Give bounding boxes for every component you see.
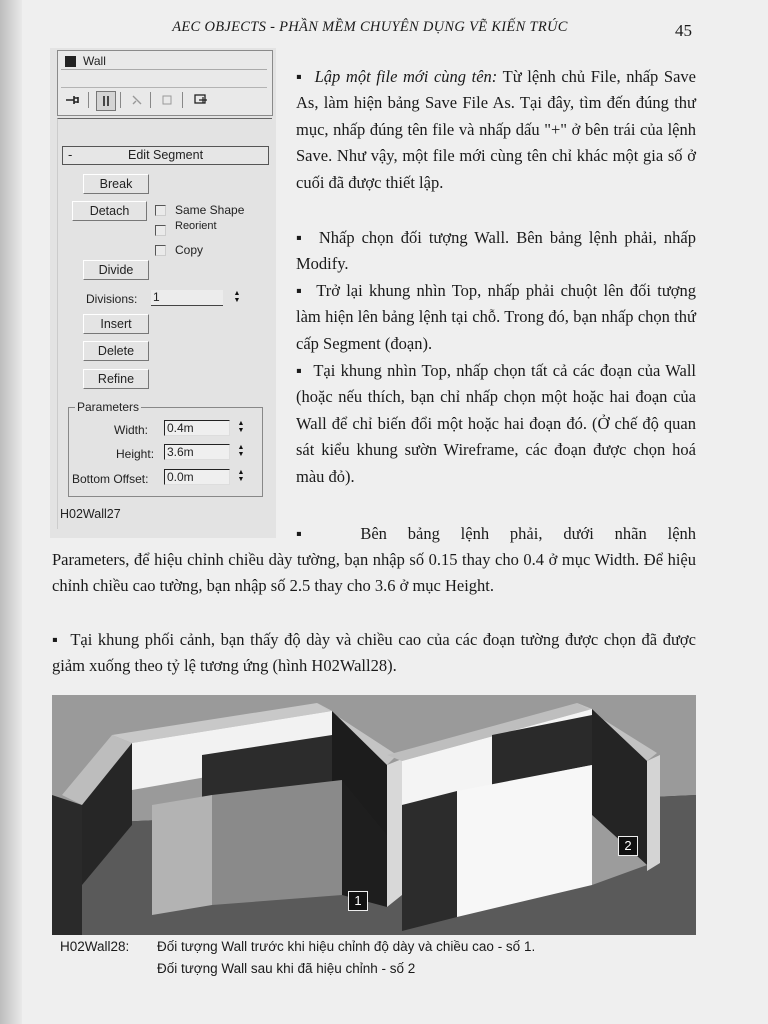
toolbar-separator: [150, 92, 151, 108]
pin-stack-icon[interactable]: [64, 91, 82, 109]
same-shape-label: Same Shape: [175, 203, 245, 217]
copy-label: Copy: [175, 243, 204, 257]
paragraph-save-as: ▪ Lập một file mới cùng tên: Từ lệnh chủ File, nhấp Save As, làm hiện bảng Save File As. Tại đây, tìm đến đúng thư mục, nhấp đúng tên file và nhấp dấu "+" ở bên trái của lệnh Save. Như vậy, một file mới cùng tên chỉ khác một gia số ở cuối đã được thiết lập.: [296, 67, 696, 192]
modifier-stack-toolbar: [62, 89, 270, 111]
paragraph-select-wall: ▪ Nhấp chọn đối tượng Wall. Bên bảng lệnh phải, nhấp Modify.: [296, 228, 696, 274]
make-unique-icon[interactable]: [128, 91, 146, 109]
height-input[interactable]: 3.6m: [164, 444, 230, 460]
height-label: Height:: [116, 447, 155, 461]
paragraph-lead: Lập một file mới cùng tên:: [314, 67, 498, 86]
parameters-group-label: Parameters: [77, 400, 140, 414]
rollout-title-bar[interactable]: [62, 146, 269, 165]
modifier-list-field[interactable]: [61, 73, 267, 88]
break-button[interactable]: Break: [83, 174, 149, 194]
paragraph-perspective: ▪ Tại khung phối cảnh, bạn thấy độ dày và chiều cao của các đoạn tường được chọn đã được giảm xuống theo tỷ lệ tương ứng (hình H02Wall28).: [52, 630, 696, 676]
refine-button[interactable]: Refine: [83, 369, 149, 389]
page-number: 45: [675, 21, 692, 40]
wall-render-figure: [52, 695, 696, 935]
figure-caption-key: H02Wall28:: [60, 939, 130, 954]
rollout-title: Edit Segment: [128, 148, 204, 162]
show-end-result-icon[interactable]: [96, 91, 116, 111]
paragraph-parameters-start: ▪ Bên bảng lệnh phải, dưới nhãn lệnh: [296, 524, 697, 543]
divisions-spinner[interactable]: ▲ ▼: [233, 290, 241, 304]
divisions-input[interactable]: 1: [151, 290, 223, 306]
wall-render-image: [52, 695, 696, 935]
divisions-label: Divisions:: [86, 292, 138, 306]
toolbar-separator: [182, 92, 183, 108]
same-shape-checkbox[interactable]: [155, 205, 166, 216]
reorient-label: Reorient: [175, 220, 217, 232]
remove-modifier-icon[interactable]: [158, 91, 176, 109]
width-label: Width:: [114, 423, 149, 437]
collapse-icon[interactable]: -: [68, 147, 73, 162]
page-gutter-shadow: [0, 0, 22, 1024]
object-color-swatch[interactable]: [65, 56, 76, 67]
reorient-checkbox[interactable]: [155, 225, 166, 236]
insert-button[interactable]: Insert: [83, 314, 149, 334]
wall-label-2: 2: [618, 836, 638, 856]
object-name-field[interactable]: [61, 53, 267, 70]
toolbar-separator: [120, 92, 121, 108]
paragraph-top-view: ▪ Trở lại khung nhìn Top, nhấp phải chuột lên đối tượng làm hiện lên bảng lệnh tại chỗ. Trong đó, bạn nhấp chọn thứ cấp Segment (đoạn).: [296, 281, 696, 353]
copy-checkbox[interactable]: [155, 245, 166, 256]
wall-label-1: 1: [348, 891, 368, 911]
configure-sets-icon[interactable]: [192, 91, 210, 109]
bottom-offset-label: Bottom Offset:: [72, 472, 149, 486]
detach-button[interactable]: Detach: [72, 201, 147, 221]
paragraph-select-segments: ▪ Tại khung nhìn Top, nhấp chọn tất cả các đoạn của Wall (hoặc nếu thích, bạn chỉ nhấp chọn một hoặc hai đoạn của Wall để chỉ biến đổi một hoặc hai đoạn đó. (Ở chế độ quan sát kiểu khung sườn Wireframe, các đoạn được chọn hoá màu đỏ).: [296, 361, 697, 486]
running-header: AEC OBJECTS - PHẦN MỀM CHUYÊN DỤNG VẼ KIẾN TRÚC: [172, 19, 568, 35]
bottom-offset-spinner[interactable]: ▲ ▼: [237, 469, 245, 483]
bottom-offset-input[interactable]: 0.0m: [164, 469, 230, 485]
figure-caption-line-2: Đối tượng Wall sau khi đã hiệu chỉnh - số 2: [157, 961, 416, 976]
divide-button[interactable]: Divide: [83, 260, 149, 280]
modify-panel-screenshot: [50, 48, 276, 538]
width-spinner[interactable]: ▲ ▼: [237, 420, 245, 434]
panel-figure-caption: H02Wall27: [60, 507, 121, 521]
height-spinner[interactable]: ▲ ▼: [237, 444, 245, 458]
paragraph-parameters-cont: Parameters, để hiệu chỉnh chiều dày tường, bạn nhập số 0.15 thay cho 0.4 ở mục Width. Để hiệu chỉnh chiều cao tường, bạn nhập số 2.5 thay cho 3.6 ở mục Height.: [52, 550, 696, 596]
object-name: Wall: [83, 54, 106, 68]
figure-caption-line-1: Đối tượng Wall trước khi hiệu chỉnh độ dày và chiều cao - số 1.: [157, 939, 536, 954]
modifier-stack-header: [57, 50, 273, 116]
width-input[interactable]: 0.4m: [164, 420, 230, 436]
delete-button[interactable]: Delete: [83, 341, 149, 361]
toolbar-separator: [88, 92, 89, 108]
